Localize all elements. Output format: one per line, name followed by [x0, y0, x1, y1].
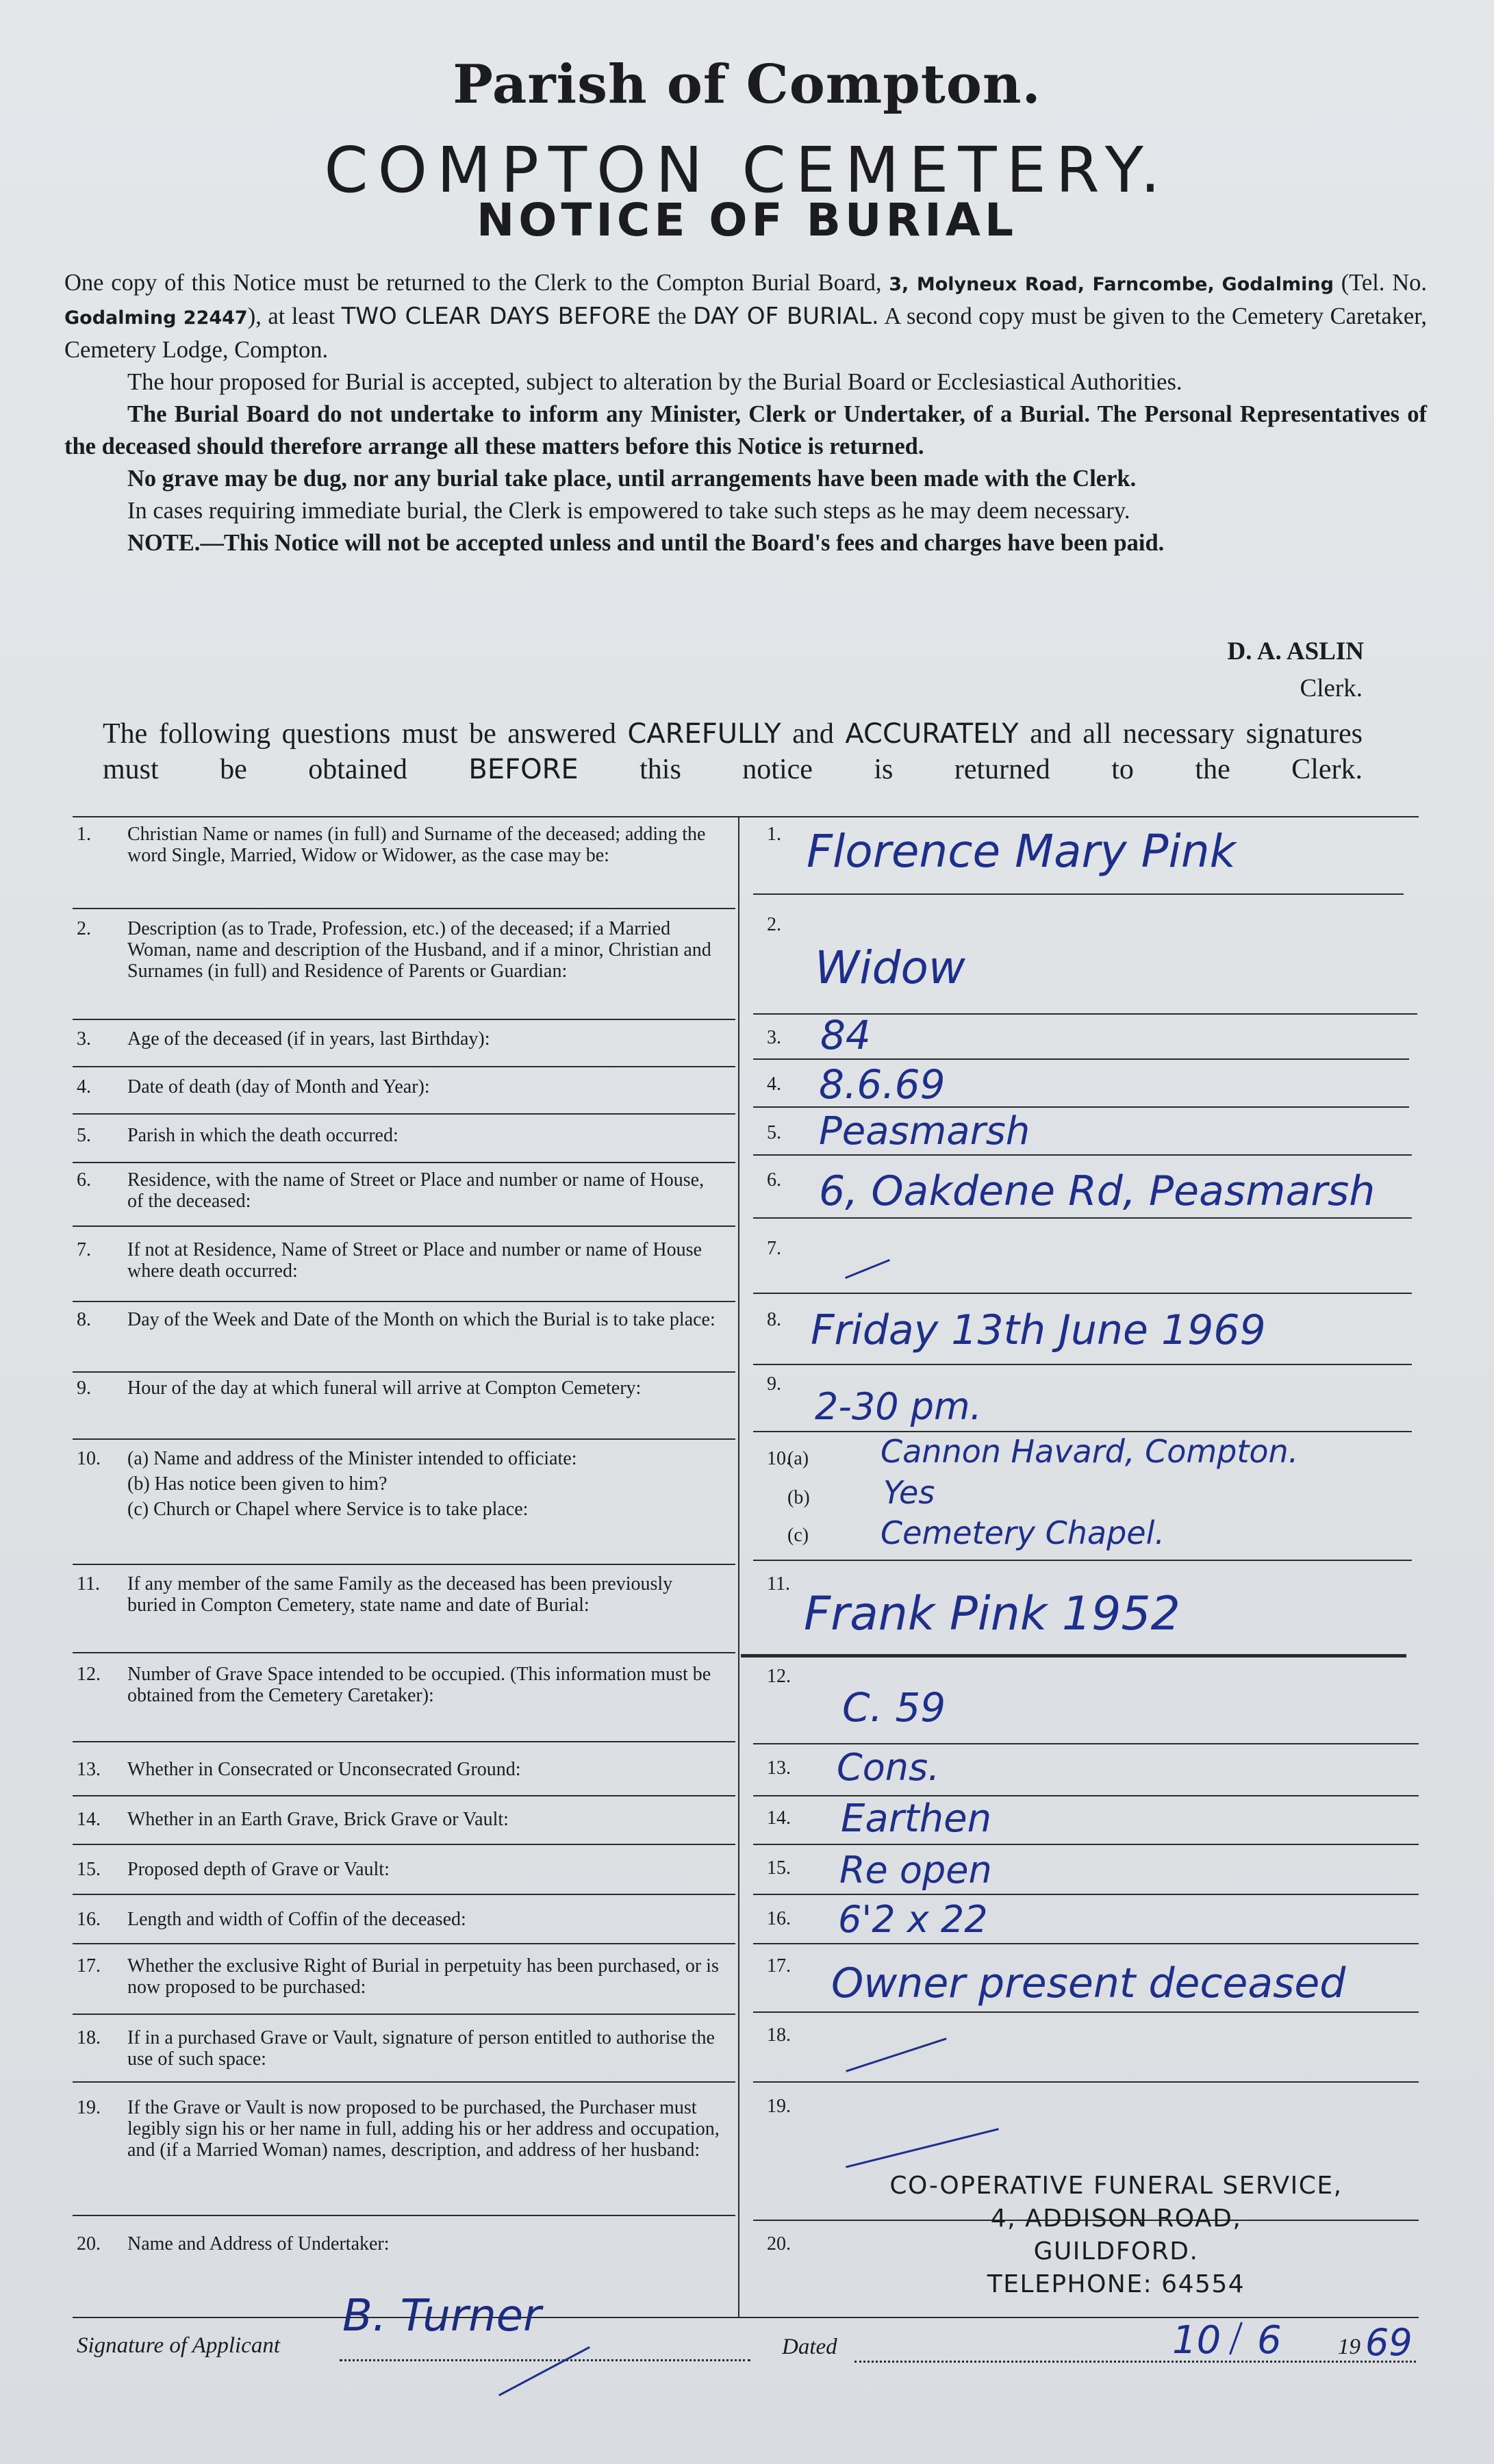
row-divider [73, 1741, 735, 1742]
answer-number-20: 20. [767, 2233, 791, 2255]
row-divider [73, 1844, 735, 1845]
answer-1: Florence Mary Pink [807, 825, 1236, 878]
question-11: 11. If any member of the same Family as the deceased has been previously buried in Compton Cemetery, state name and date of Burial: [77, 1573, 673, 1616]
dated-line [854, 2361, 1416, 2363]
answer-number-10: 10. [767, 1448, 791, 1469]
answer-number-15: 15. [767, 1857, 791, 1879]
row-divider [73, 908, 735, 909]
undertaker-stamp-line-2: 4, ADDISON ROAD, [990, 2205, 1242, 2233]
answer-line [753, 893, 1404, 895]
answer-number-12: 12. [767, 1666, 791, 1687]
answer-line [753, 1293, 1412, 1294]
answer-8: Friday 13th June 1969 [811, 1306, 1266, 1354]
answer-line [753, 1943, 1419, 1944]
undertaker-stamp-line-1: CO-OPERATIVE FUNERAL SERVICE, [889, 2172, 1343, 2200]
answer-line [753, 1364, 1412, 1365]
signature-flourish [498, 2346, 590, 2396]
answer-number-18: 18. [767, 2024, 791, 2046]
row-divider [73, 1225, 735, 1227]
question-16: 16. Length and width of Coffin of the deceased: [77, 1909, 466, 1930]
answer-label-10a: (a) [787, 1448, 809, 1469]
answer-9: 2-30 pm. [815, 1385, 982, 1428]
answer-10a: Cannon Havard, Compton. [881, 1433, 1299, 1470]
table-top-border [73, 816, 1419, 817]
answer-11: Frank Pink 1952 [804, 1587, 1180, 1641]
row-divider [73, 1438, 735, 1440]
answer-19-dash [846, 2128, 999, 2168]
answer-label-10c: (c) [787, 1525, 809, 1546]
answer-line [753, 2011, 1419, 2013]
question-8: 8. Day of the Week and Date of the Month on which the Burial is to take place: [77, 1309, 716, 1330]
row-divider [73, 2215, 735, 2216]
question-18: 18. If in a purchased Grave or Vault, signature of person entitled to authorise the use of such space: [77, 2027, 715, 2070]
notice-heading: NOTICE OF BURIAL [477, 194, 1017, 246]
date-day: 10 [1172, 2318, 1221, 2363]
undertaker-stamp-line-4: TELEPHONE: 64554 [987, 2270, 1245, 2298]
answer-line [753, 1154, 1412, 1156]
question-2: 2. Description (as to Trade, Profession, etc.) of the deceased; if a Married Woman, name and description of the Husband, and if a minor, Christian and Surnames (in full) and Residence of Parents or Guardian: [77, 918, 711, 982]
intro-text [64, 267, 1427, 559]
answer-number-8: 8. [767, 1309, 781, 1330]
row-divider [73, 1019, 735, 1020]
answer-15: Re open [839, 1849, 992, 1892]
answer-number-5: 5. [767, 1122, 781, 1143]
row-divider [73, 1795, 735, 1796]
question-1: 1. Christian Name or names (in full) and Surname of the deceased; adding the word Single, Married, Widow or Widower, as the case may be: [77, 824, 706, 866]
answer-line [753, 1058, 1409, 1060]
answer-16: 6'2 x 22 [838, 1898, 988, 1941]
date-year-printed: 19 [1338, 2335, 1360, 2359]
answer-10c: Cemetery Chapel. [881, 1514, 1165, 1551]
cemetery-heading: COMPTON CEMETERY. [324, 134, 1170, 207]
answer-7-dash [845, 1259, 890, 1279]
intro-note: NOTE.—This Notice will not be accepted unless and until the Board's fees and charges have been paid. [127, 530, 1165, 556]
row-divider [73, 1371, 735, 1373]
answer-6: 6, Oakdene Rd, Peasmarsh [819, 1167, 1376, 1215]
applicant-signature: B. Turner [342, 2291, 542, 2341]
answer-line [753, 1431, 1412, 1432]
question-14: 14. Whether in an Earth Grave, Brick Grave or Vault: [77, 1809, 509, 1830]
date-separator [1229, 2322, 1243, 2354]
intro-paragraph-1: One copy of this Notice must be returned to the Clerk to the Compton Burial Board, 3, Molyneux Road, Farncombe, Godalming (Tel. No. Godalming 22447), at least TWO CLEAR DAYS BEFORE the DAY OF BURIAL. A second copy must be given to the Cemetery Caretaker, Cemetery Lodge, Compton. [64, 270, 1427, 363]
instruction-text: The following questions must be answered CAREFULLY and ACCURATELY and all necessary signatures must be obtained BEFORE this notice is returned to the Clerk. [103, 718, 1363, 785]
answer-line [753, 1894, 1419, 1895]
date-month: 6 [1257, 2318, 1282, 2363]
answer-number-13: 13. [767, 1757, 791, 1779]
answer-number-16: 16. [767, 1908, 791, 1929]
row-divider [73, 1162, 735, 1163]
answer-line [741, 1654, 1406, 1658]
undertaker-stamp-line-3: GUILDFORD. [1033, 2237, 1199, 2265]
signature-label: Signature of Applicant [77, 2333, 280, 2358]
intro-paragraph-3: The Burial Board do not undertake to inform any Minister, Clerk or Undertaker, of a Burial. The Personal Representatives of the deceased should therefore arrange all these matters before this Notice is returned. [64, 401, 1427, 459]
question-5: 5. Parish in which the death occurred: [77, 1125, 398, 1146]
answer-line [753, 1560, 1412, 1561]
answer-label-10b: (b) [787, 1487, 810, 1508]
answer-5: Peasmarsh [819, 1109, 1030, 1154]
row-divider [73, 1066, 735, 1067]
intro-paragraph-2: The hour proposed for Burial is accepted, subject to alteration by the Burial Board or Ecclesiastical Authorities. [127, 369, 1182, 395]
question-12: 12. Number of Grave Space intended to be occupied. (This information must be obtained from the Cemetery Caretaker): [77, 1664, 711, 1706]
intro-paragraph-4: No grave may be dug, nor any burial take place, until arrangements have been made with the Clerk. [127, 466, 1137, 492]
answer-number-1: 1. [767, 824, 781, 845]
row-divider [73, 1301, 735, 1302]
answer-10b: Yes [883, 1474, 935, 1511]
table-column-divider [738, 816, 739, 2317]
answer-number-7: 7. [767, 1238, 781, 1259]
question-19: 19. If the Grave or Vault is now proposed to be purchased, the Purchaser must legibly sign his or her name in full, adding his or her address and occupation, and (if a Married Woman) names, description, and address of her husband: [77, 2097, 720, 2161]
answer-number-4: 4. [767, 1074, 781, 1095]
row-divider [73, 1894, 735, 1895]
answer-number-3: 3. [767, 1027, 781, 1048]
answer-14: Earthen [841, 1796, 992, 1841]
answer-line [753, 2081, 1419, 2083]
question-17: 17. Whether the exclusive Right of Burial in perpetuity has been purchased, or is now proposed to be purchased: [77, 1955, 719, 1998]
answer-number-11: 11. [767, 1573, 790, 1595]
question-7: 7. If not at Residence, Name of Street or Place and number or name of House where death occurred: [77, 1239, 702, 1282]
answer-18-dash [846, 2037, 946, 2072]
dated-label: Dated [782, 2335, 837, 2359]
answer-17: Owner present deceased [831, 1959, 1346, 2007]
question-9: 9. Hour of the day at which funeral will arrive at Compton Cemetery: [77, 1377, 642, 1399]
answer-number-17: 17. [767, 1955, 791, 1977]
answer-12: C. 59 [842, 1684, 946, 1731]
row-divider [73, 1652, 735, 1653]
answer-13: Cons. [837, 1746, 940, 1789]
clerk-name: D. A. ASLIN [1227, 637, 1364, 665]
answer-2: Widow [815, 941, 965, 994]
signature-line [340, 2359, 750, 2361]
question-3: 3. Age of the deceased (if in years, last Birthday): [77, 1028, 490, 1050]
answer-number-6: 6. [767, 1169, 781, 1191]
question-15: 15. Proposed depth of Grave or Vault: [77, 1859, 390, 1880]
question-4: 4. Date of death (day of Month and Year): [77, 1076, 430, 1097]
answer-number-9: 9. [767, 1373, 781, 1395]
answer-line [753, 1844, 1419, 1845]
answer-number-14: 14. [767, 1807, 791, 1829]
row-divider [73, 2081, 735, 2083]
answer-3: 84 [820, 1012, 871, 1058]
answer-4: 8.6.69 [819, 1061, 946, 1108]
question-20: 20. Name and Address of Undertaker: [77, 2233, 390, 2255]
question-10: 10. (a) Name and address of the Minister intended to officiate: (b) Has notice been given to him? (c) Church or Chapel where Service is to take place: [77, 1448, 577, 1520]
parish-heading: Parish of Compton. [453, 53, 1041, 116]
row-divider [73, 1564, 735, 1565]
intro-paragraph-5: In cases requiring immediate burial, the Clerk is empowered to take such steps as he may deem necessary. [127, 498, 1130, 524]
answer-line [753, 1217, 1412, 1219]
answer-number-2: 2. [767, 914, 781, 935]
date-year-written: 69 [1365, 2321, 1413, 2364]
row-divider [73, 1113, 735, 1115]
answer-number-19: 19. [767, 2096, 791, 2117]
question-6: 6. Residence, with the name of Street or Place and number or name of House, of the deceased: [77, 1169, 705, 1212]
question-13: 13. Whether in Consecrated or Unconsecrated Ground: [77, 1759, 521, 1780]
row-divider [73, 2014, 735, 2015]
answer-line [753, 1743, 1419, 1744]
clerk-title: Clerk. [1300, 674, 1363, 702]
row-divider [73, 1943, 735, 1944]
